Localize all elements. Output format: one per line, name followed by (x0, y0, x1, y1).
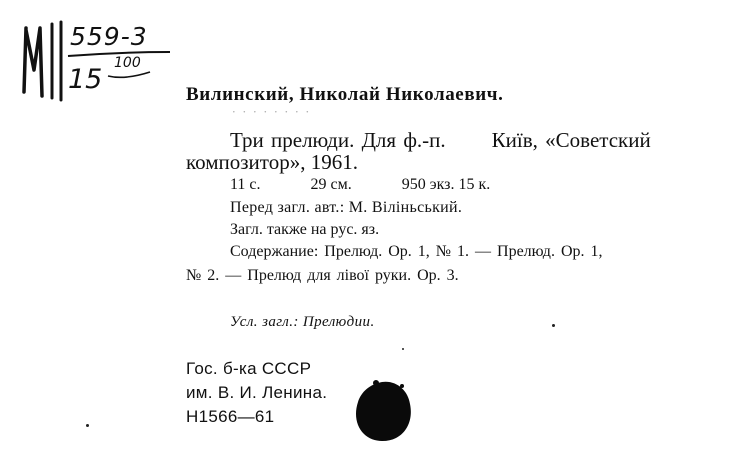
collation-line (230, 176, 490, 194)
library-named-after-line: им. В. И. Ленина. (186, 383, 328, 402)
shelf-mark-strokes (0, 0, 200, 120)
shelf-mark-top-number: 559-3 (70, 22, 148, 51)
card-number: Н1566—61 (186, 407, 275, 426)
handwritten-m-letter (24, 28, 42, 96)
shelf-mark-bottom-number: 15 (68, 64, 103, 95)
imprint-publisher: композитор», 1961. (186, 150, 358, 174)
shelf-mark-superscript: 100 (114, 55, 141, 71)
faint-handwritten-note: · · · · · · · · (232, 104, 311, 119)
paper-speck (552, 324, 555, 327)
collation-size: 29 см. (310, 176, 352, 193)
uniform-title: Усл. загл.: Прелюдии. (230, 314, 375, 330)
collation-copies-price: 950 экз. 15 к. (401, 176, 491, 193)
note-language: Загл. также на рус. яз. (230, 221, 380, 238)
author-heading: Вилинский, Николай Николаевич. (186, 84, 504, 105)
contents-line-1: Содержание: Прелюд. Ор. 1, № 1. — Прелюд. Ор. 1, (230, 243, 603, 260)
title-text: Три прелюди. Для ф.-п. (230, 128, 446, 152)
paper-speck (86, 424, 89, 427)
collation-pages: 11 с. (230, 176, 261, 193)
paper-speck (402, 348, 404, 350)
handwritten-underline-sup (108, 72, 150, 77)
ink-blot-mark (352, 378, 414, 444)
contents-line-2: № 2. — Прелюд для лівої руки. Ор. 3. (186, 267, 459, 284)
imprint-place: Київ, «Советский (491, 128, 651, 152)
shelf-mark (0, 0, 200, 120)
library-name-line: Гос. б-ка СССР (186, 359, 312, 378)
note-author: Перед загл. авт.: М. Віліньський. (230, 199, 463, 216)
